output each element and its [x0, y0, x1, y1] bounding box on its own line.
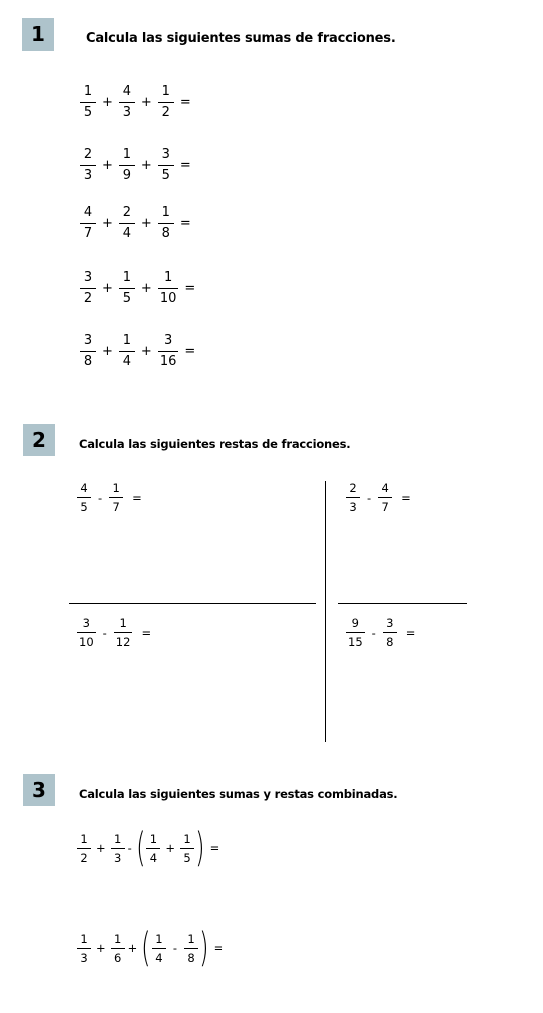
fraction — [111, 932, 125, 965]
denominator: 10 — [159, 291, 177, 306]
combined-fraction-exercise — [77, 925, 224, 971]
minus-sign: - — [102, 625, 107, 640]
numerator: 3 — [83, 333, 93, 348]
section-title: Calcula las siguientes sumas y restas combinadas. — [79, 787, 398, 801]
fraction — [119, 84, 135, 121]
fraction-sum-exercise — [80, 333, 195, 370]
plus-sign: + — [127, 941, 138, 955]
fraction — [80, 84, 96, 121]
equals-sign: = — [179, 158, 191, 173]
fraction — [77, 616, 96, 649]
denominator: 7 — [112, 500, 120, 514]
denominator: 3 — [113, 850, 122, 865]
fraction — [119, 147, 135, 184]
fraction — [383, 616, 397, 649]
fraction-subtraction-exercise — [77, 616, 151, 649]
equals-sign: = — [213, 941, 224, 955]
denominator: 5 — [161, 168, 170, 183]
plus-sign: + — [102, 158, 113, 173]
denominator: 2 — [83, 291, 93, 306]
fraction — [158, 84, 174, 121]
minus-sign: - — [127, 841, 132, 855]
fraction — [77, 481, 91, 514]
denominator: 6 — [113, 950, 122, 965]
equals-sign: = — [179, 216, 191, 231]
numerator: 1 — [161, 205, 170, 220]
numerator: 1 — [161, 84, 170, 99]
equals-sign: = — [132, 490, 142, 505]
denominator: 5 — [83, 105, 93, 120]
fraction — [119, 333, 135, 370]
fraction-subtraction-exercise — [346, 616, 415, 649]
equals-sign: = — [184, 344, 196, 359]
fraction — [111, 832, 125, 865]
fraction — [119, 270, 135, 307]
numerator: 9 — [351, 616, 359, 630]
fraction — [109, 481, 123, 514]
denominator: 16 — [159, 354, 177, 369]
equals-sign: = — [405, 625, 416, 640]
fraction — [346, 481, 360, 514]
fraction — [77, 832, 91, 865]
fraction — [80, 205, 96, 242]
denominator: 15 — [348, 635, 363, 649]
right-parenthesis: ) — [199, 925, 209, 971]
denominator: 2 — [80, 850, 88, 865]
plus-sign: + — [96, 841, 106, 855]
combined-fraction-exercise — [77, 825, 220, 871]
fraction — [346, 616, 365, 649]
horizontal-divider-right — [338, 603, 467, 604]
plus-sign: + — [140, 281, 152, 296]
fraction — [158, 205, 174, 242]
numerator: 1 — [80, 831, 88, 846]
denominator: 8 — [187, 950, 195, 965]
denominator: 3 — [122, 105, 132, 120]
numerator: 1 — [122, 333, 132, 348]
numerator: 1 — [112, 481, 120, 495]
equals-sign: = — [141, 625, 152, 640]
equals-sign: = — [184, 281, 196, 296]
fraction — [152, 932, 166, 965]
section-title: Calcula las siguientes sumas de fracciones. — [86, 31, 396, 46]
plus-sign: + — [140, 158, 152, 173]
denominator: 4 — [122, 226, 132, 241]
numerator: 2 — [349, 481, 357, 495]
numerator: 3 — [161, 147, 170, 162]
denominator: 8 — [386, 635, 394, 649]
denominator: 2 — [161, 105, 170, 120]
denominator: 7 — [381, 500, 389, 514]
fraction-subtraction-exercise — [346, 481, 411, 514]
denominator: 3 — [80, 950, 88, 965]
fraction — [158, 270, 179, 307]
equals-sign: = — [209, 841, 220, 855]
fraction-sum-exercise — [80, 205, 191, 242]
plus-sign: + — [140, 95, 152, 110]
denominator: 5 — [183, 850, 191, 865]
left-parenthesis: ( — [141, 925, 151, 971]
denominator: 12 — [115, 635, 131, 649]
horizontal-divider-left — [69, 603, 316, 604]
plus-sign: + — [102, 281, 113, 296]
denominator: 7 — [83, 226, 93, 241]
section-number-badge: 3 — [23, 774, 55, 806]
denominator: 8 — [83, 354, 93, 369]
fraction — [80, 147, 96, 184]
numerator: 1 — [119, 616, 127, 630]
plus-sign: + — [140, 344, 152, 359]
numerator: 4 — [381, 481, 389, 495]
numerator: 1 — [149, 831, 158, 846]
fraction — [80, 270, 96, 307]
fraction — [146, 832, 160, 865]
fraction-sum-exercise — [80, 270, 195, 307]
numerator: 4 — [80, 481, 88, 495]
fraction — [378, 481, 392, 514]
plus-sign: + — [165, 841, 176, 855]
denominator: 4 — [155, 950, 163, 965]
denominator: 8 — [161, 226, 170, 241]
fraction — [77, 932, 91, 965]
numerator: 2 — [83, 147, 93, 162]
plus-sign: + — [102, 95, 113, 110]
fraction — [119, 205, 135, 242]
section-title: Calcula las siguientes restas de fracciones. — [79, 437, 351, 451]
numerator: 3 — [83, 270, 93, 285]
equals-sign: = — [179, 95, 191, 110]
plus-sign: + — [102, 216, 113, 231]
denominator: 3 — [349, 500, 357, 514]
fraction-subtraction-exercise — [77, 481, 142, 514]
fraction — [180, 832, 194, 865]
numerator: 1 — [155, 931, 163, 946]
fraction — [158, 333, 179, 370]
numerator: 1 — [183, 831, 191, 846]
section-number-badge: 2 — [23, 424, 55, 456]
numerator: 1 — [122, 270, 132, 285]
fraction-sum-exercise — [80, 147, 191, 184]
plus-sign: + — [96, 941, 106, 955]
plus-sign: + — [102, 344, 113, 359]
numerator: 1 — [163, 270, 173, 285]
fraction — [184, 932, 198, 965]
numerator: 3 — [386, 616, 394, 630]
denominator: 4 — [149, 850, 158, 865]
left-parenthesis: ( — [135, 825, 146, 871]
right-parenthesis: ) — [195, 825, 205, 871]
denominator: 4 — [122, 354, 132, 369]
numerator: 1 — [122, 147, 132, 162]
minus-sign: - — [371, 625, 376, 640]
denominator: 9 — [122, 168, 132, 183]
numerator: 2 — [122, 205, 132, 220]
numerator: 4 — [122, 84, 132, 99]
fraction — [80, 333, 96, 370]
numerator: 1 — [83, 84, 93, 99]
denominator: 5 — [80, 500, 88, 514]
minus-sign: - — [367, 490, 372, 505]
denominator: 10 — [79, 635, 94, 649]
numerator: 3 — [163, 333, 173, 348]
minus-sign: - — [172, 941, 178, 955]
numerator: 1 — [187, 931, 195, 946]
numerator: 1 — [80, 931, 88, 946]
numerator: 1 — [113, 931, 122, 946]
minus-sign: - — [98, 490, 103, 505]
fraction-sum-exercise — [80, 84, 191, 121]
denominator: 5 — [122, 291, 132, 306]
numerator: 1 — [113, 831, 122, 846]
numerator: 4 — [83, 205, 93, 220]
equals-sign: = — [401, 490, 411, 505]
numerator: 3 — [82, 616, 90, 630]
section-number-badge: 1 — [22, 18, 54, 51]
fraction — [114, 616, 133, 649]
denominator: 3 — [83, 168, 93, 183]
fraction — [158, 147, 174, 184]
vertical-divider — [325, 481, 326, 742]
plus-sign: + — [140, 216, 152, 231]
